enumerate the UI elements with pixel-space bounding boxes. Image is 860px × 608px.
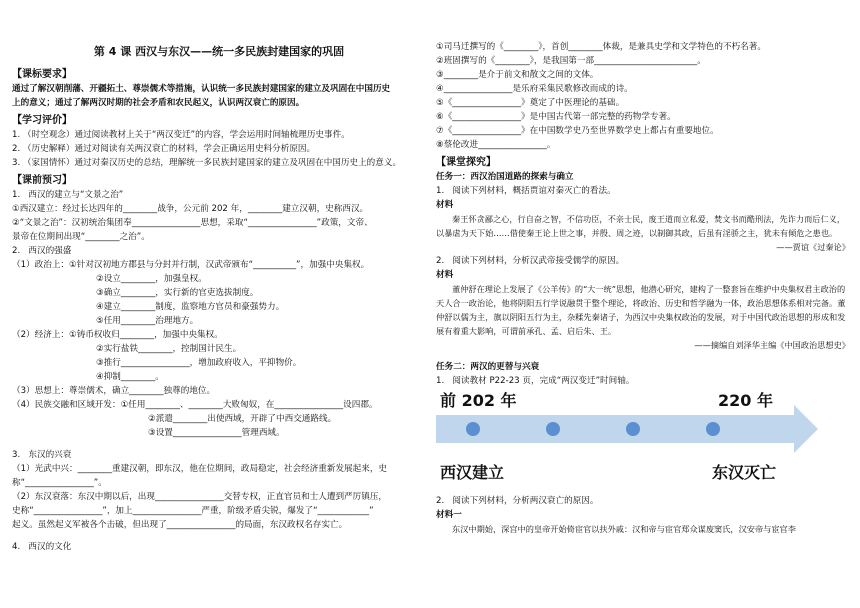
timeline-start-year: 前 202 年 xyxy=(440,391,517,410)
section-heading-inquiry: 【课堂探究】 xyxy=(436,157,496,168)
section-heading-evaluation: 【学习评价】 xyxy=(12,115,72,126)
section-heading-standards: 【课标要求】 xyxy=(12,69,72,80)
material-label: 材料一 xyxy=(436,510,462,520)
timeline-point xyxy=(626,422,640,436)
material-source-1: ——贾谊《过秦论》 xyxy=(776,242,850,252)
right-column xyxy=(436,40,850,536)
culture-item: ⑤《________________》奠定了中医理论的基础。 xyxy=(436,98,625,108)
question-2: 2. 阅读下列材料，分析汉武帝接受儒学的原因。 xyxy=(436,256,625,266)
preview-line: 4. 西汉的文化 xyxy=(12,542,72,552)
standards-text-1: 通过了解汉朝削藩、开疆拓土、尊崇儒术等措施，认识统一多民族封建国家的建立及巩固在中国历史 xyxy=(12,84,391,94)
preview-line: ⑤任用________治理地方。 xyxy=(96,316,199,326)
preview-line: ④抑制________。 xyxy=(96,372,164,382)
timeline-start-event: 西汉建立 xyxy=(440,463,505,482)
preview-line: ③确立________，实行新的官吏选拔制度。 xyxy=(96,288,259,298)
preview-line: ②“文景之治”：汉初统治集团奉________________思想，采取“________________”政策，文帝、 xyxy=(12,218,373,228)
preview-line: （3）思想上：尊崇儒术，确立________独尊的地位。 xyxy=(12,386,216,396)
question-3: 1. 阅读教材 P22-23 页，完成“两汉变迁”时间轴。 xyxy=(436,376,635,386)
timeline-end-year: 220 年 xyxy=(718,391,773,410)
page-title: 第 4 课 西汉与东汉——统一多民族封建国家的巩固 xyxy=(93,45,345,58)
preview-line: （1）光武中兴：________重建汉朝，即东汉，他在位期间，政局稳定，社会经济重新发展起来，史 xyxy=(12,464,388,474)
culture-item: ④________________是乐府采集民歌修改而成的诗。 xyxy=(436,84,633,94)
timeline-point xyxy=(706,422,720,436)
culture-item: ⑥《________________》是中国古代第一部完整的药物学专著。 xyxy=(436,112,676,122)
preview-line: 称“________________”。 xyxy=(12,478,107,488)
preview-line: ③设置________________管理西域。 xyxy=(148,428,285,438)
material-label: 材料 xyxy=(436,200,454,210)
task-heading-2: 任务二：两汉的更替与兴衰 xyxy=(436,362,540,372)
question-1: 1. 阅读下列材料，概括贾谊对秦灭亡的看法。 xyxy=(436,186,616,196)
han-timeline xyxy=(436,392,850,488)
evaluation-item-3: 3. （家国情怀）通过对秦汉历史的总结，理解统一多民族封建国家的建立及巩固在中国历史上的意义。 xyxy=(12,158,402,168)
culture-item: ③________是介于前文和散文之间的文体。 xyxy=(436,70,599,80)
timeline-end-event: 东汉灭亡 xyxy=(712,463,777,482)
culture-item: ②班固撰写的《________》，是我国第一部________________________。 xyxy=(436,56,706,66)
timeline-point xyxy=(466,422,480,436)
preview-line: 1. 西汉的建立与“文景之治” xyxy=(12,190,124,200)
material-text-3: 东汉中期始，深宫中的皇帝开始倚宦官以扶外戚：汉和帝与宦官郑众谋废窦氏，汉安帝与宦官李 xyxy=(452,524,796,534)
preview-line: ①西汉建立：经过长达四年的________战争，公元前 202 年，________建立汉朝，史称西汉。 xyxy=(12,204,369,214)
preview-line: （1）政治上：①针对汉初地方郡县与分封并行制，汉武帝颁布“__________”，加强中央集权。 xyxy=(12,260,370,270)
preview-line: 3. 东汉的兴衰 xyxy=(12,450,72,460)
question-4: 2. 阅读下列材料，分析两汉衰亡的原因。 xyxy=(436,496,599,506)
timeline-point xyxy=(546,422,560,436)
preview-line: 2. 西汉的强盛 xyxy=(12,246,72,256)
preview-line: ②设立________，加强皇权。 xyxy=(96,274,207,284)
preview-line: （2）经济上：①铸币权收归________，加强中央集权。 xyxy=(12,330,223,340)
timeline-bar xyxy=(436,415,796,443)
preview-line: （4）民族交融和区域开发：①任用________、________大败匈奴，在________________设四郡。 xyxy=(12,400,378,410)
task-heading-1: 任务一：西汉治国道路的探索与确立 xyxy=(436,172,574,182)
preview-line: ④建立________制度，监察地方官员和豪强势力。 xyxy=(96,302,285,312)
material-source-2: ——摘编自刘泽华主编《中国政治思想史》 xyxy=(694,340,850,350)
preview-line: 景帝在位期间出现“________之治”。 xyxy=(12,232,150,242)
preview-line: 史称“________________”，加上________________严重，阶级矛盾尖锐，爆发了“____________” xyxy=(12,506,374,516)
left-column xyxy=(12,0,426,554)
material-label: 材料 xyxy=(436,270,454,280)
timeline-arrowhead xyxy=(794,405,818,453)
material-text-1: 秦王怀贪鄙之心，行自奋之智，不信功臣，不亲士民，废王道而立私爱，焚文书而酷刑法，先诈力而后仁义，以暴虐为天下始……借使秦王论上世之事，并殷、周之迹，以制御其政，后虽有淫骄之主，犹未有倾危之患也。 xyxy=(436,214,846,238)
preview-line: ③推行________________，增加政府收入，平抑物价。 xyxy=(96,358,302,368)
preview-line: （2）东汉衰落：东汉中期以后，出现________________交替专权，正直官员和士人遭到严厉镇压， xyxy=(12,492,388,502)
culture-item: ⑧蔡伦改进________________。 xyxy=(436,140,556,150)
section-heading-preview: 【课前预习】 xyxy=(12,175,72,186)
preview-line: ②实行盐铁________，控制国计民生。 xyxy=(96,344,242,354)
culture-item: ⑦《________________》在中国数学史乃至世界数学史上都占有重要地位。 xyxy=(436,126,719,136)
culture-item: ①司马迁撰写的《________》，首创________体裁，是兼具史学和文学特色的不朽名著。 xyxy=(436,42,766,52)
preview-line: ②派遣________出使西域，开辟了中西交通路线。 xyxy=(148,414,337,424)
standards-text-2: 上的意义；通过了解两汉时期的社会矛盾和农民起义，认识两汉衰亡的原因。 xyxy=(12,98,305,108)
material-text-2: 董仲舒在理论上发展了《公羊传》的“大一统”思想，他潜心研究，建构了一整套旨在维护中央集权君主政治的天人合一政治论，他将阴阳五行学说融贯于整个理论，将政治、历史和哲学融为一体，政治思想体系相对完备。董仲舒以儒为主，旗以阴阳五行为主，杂糅先秦诸子，为西汉中央集权政治的发展，对于中国代政治思想的形成和发展有着重大影响，可谓前承孔、孟、启后朱、王。 xyxy=(436,284,846,336)
evaluation-item-2: 2. （历史解释）通过对阅读有关两汉衰亡的材料，学会正确运用史料分析原因。 xyxy=(12,144,316,154)
preview-line: 起义。虽然起义军被各个击破，但出现了________________的局面，东汉政权名存实亡。 xyxy=(12,520,348,530)
evaluation-item-1: 1. （时空观念）通过阅读教材上关于“两汉变迁”的内容，学会运用时间轴梳理历史事件。 xyxy=(12,130,350,140)
